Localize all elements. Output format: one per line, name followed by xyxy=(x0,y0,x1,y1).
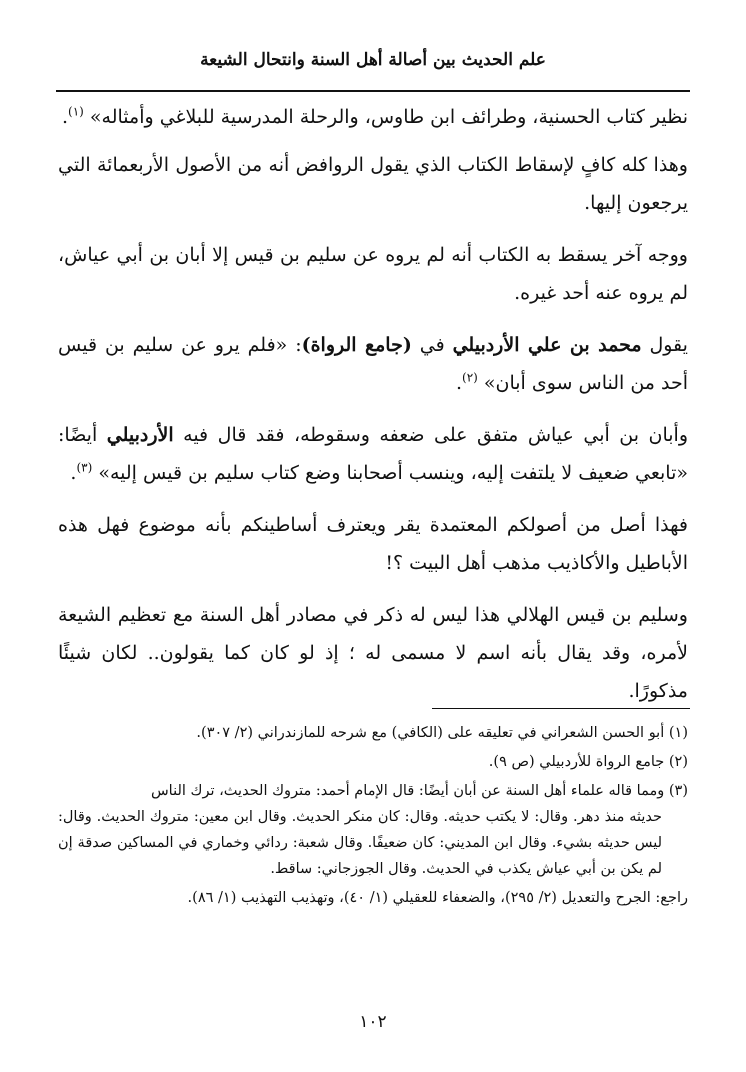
paragraph-5-end: . xyxy=(70,462,77,484)
paragraph-5-lead: وأبان بن أبي عياش متفق على ضعفه وسقوطه، فقد قال فيه xyxy=(183,424,688,446)
paragraph-5 xyxy=(58,416,688,492)
running-header: علم الحديث بين أصالة أهل السنة وانتحال الشيعة xyxy=(200,50,546,70)
footnote-ref-3: (٣) xyxy=(76,460,93,475)
paragraph-4-lead: يقول xyxy=(649,334,688,356)
book-title: (جامع الرواة) xyxy=(301,334,412,356)
paragraph-6: فهذا أصل من أصولكم المعتمدة يقر ويعترف أساطينكم بأنه موضوع فهل هذه الأباطيل والأكاذيب مذهب أهل البيت ؟! xyxy=(58,514,688,574)
footnote-rule xyxy=(432,708,690,709)
footnote-3 xyxy=(58,778,688,882)
paragraph-1-end: . xyxy=(61,106,69,128)
footnote-3-continuation: حديثه منذ دهر. وقال: لا يكتب حديثه. وقال: كان منكر الحديث. وقال ابن معين: متروك الحديث. وقال: ليس حديثه بشيء. وقال ابن المديني: كان ضعيفًا. وقال شعبة: ردائي وخماري في المساكين صدقة إن لم يكن بن أبي عياش يكذب في الحديث. وقال الجوزجاني: ساقط. xyxy=(58,809,662,877)
paragraph-3: ووجه آخر يسقط به الكتاب أنه لم يروه عن سليم بن قيس إلا أبان بن أبي عياش، لم يروه عنه أحد غيره. xyxy=(58,244,688,304)
main-text xyxy=(58,98,688,724)
footnote-2: (٢) جامع الرواة للأردبيلي (ص ٩). xyxy=(488,754,688,770)
paragraph-4-end: . xyxy=(455,372,462,394)
footnote-ref-1: (١) xyxy=(68,104,84,119)
paragraph-5-quote: أيضًا: «تابعي ضعيف لا يلتفت إليه، وينسب أصحابنا وضع كتاب سليم بن قيس إليه» xyxy=(58,424,688,484)
narrator-name: الأردبيلي xyxy=(106,424,174,446)
footnote-ref-2: (٢) xyxy=(462,370,478,385)
header-rule xyxy=(56,90,690,92)
paragraph-7: وسليم بن قيس الهلالي هذا ليس له ذكر في مصادر أهل السنة مع تعظيم الشيعة لأمره، وقد يقال بأنه اسم لا مسمى له ؛ إذ لو كان كما يقولون.. لكان شيئًا مذكورًا. xyxy=(58,604,688,702)
footnote-3-lead: (٣) ومما قاله علماء أهل السنة عن أبان أيضًا: قال الإمام أحمد: متروك الحديث، ترك الناس xyxy=(150,783,688,799)
paragraph-1-text: نظير كتاب الحسنية، وطرائف ابن طاوس، والرحلة المدرسية للبلاغي وأمثاله» xyxy=(89,106,688,128)
paragraph-4 xyxy=(58,326,688,402)
footnote-references: راجع: الجرح والتعديل (٢/ ٢٩٥)، والضعفاء للعقيلي (١/ ٤٠)، وتهذيب التهذيب (١/ ٨٦). xyxy=(187,890,688,906)
footnote-1: (١) أبو الحسن الشعراني في تعليقه على (الكافي) مع شرحه للمازندراني (٢/ ٣٠٧). xyxy=(196,725,688,741)
paragraph-1 xyxy=(58,98,688,136)
paragraph-2: وهذا كله كافٍ لإسقاط الكتاب الذي يقول الروافض أنه من الأصول الأربعمائة التي يرجعون إليها. xyxy=(58,154,688,214)
paragraph-4-mid: في xyxy=(419,334,445,356)
footnotes xyxy=(58,720,688,914)
page-number: ١٠٢ xyxy=(359,1012,387,1032)
author-name: محمد بن علي الأردبيلي xyxy=(452,334,642,356)
paragraph-4-quote: : «فلم يرو عن سليم بن قيس أحد من الناس سوى أبان» xyxy=(58,334,688,394)
